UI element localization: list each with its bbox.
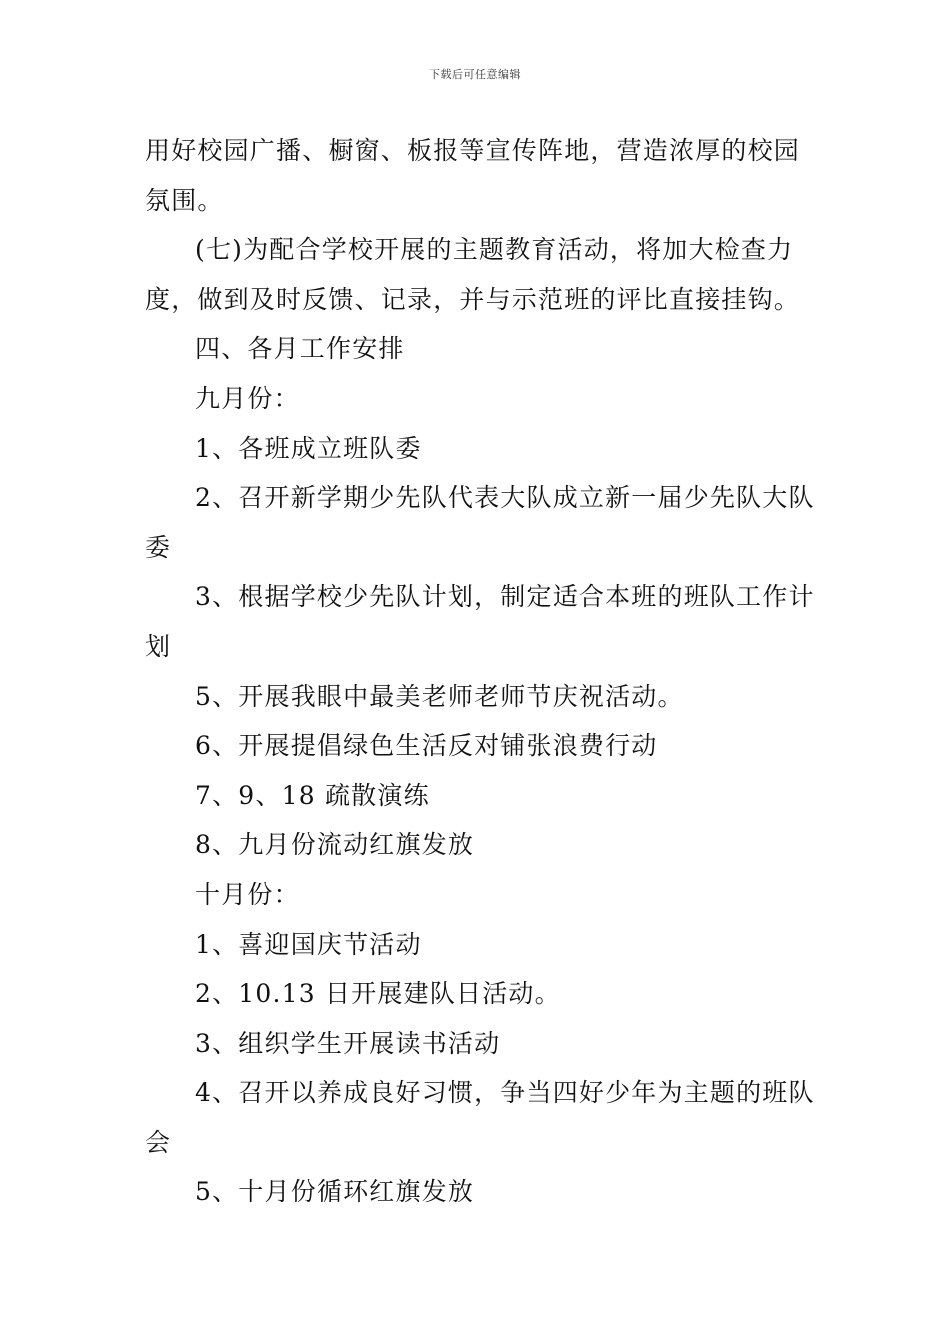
- section-heading: 四、各月工作安排: [195, 334, 405, 364]
- list-item: 5、开展我眼中最美老师老师节庆祝活动。: [195, 681, 684, 711]
- month-heading: 十月份：: [195, 879, 300, 909]
- list-item: 2、10.13 日开展建队日活动。: [195, 979, 561, 1009]
- paragraph-line: 氛围。: [145, 185, 224, 215]
- list-item: 6、开展提倡绿色生活反对铺张浪费行动: [195, 731, 658, 761]
- list-item: 3、组织学生开展读书活动: [195, 1028, 501, 1058]
- paragraph-line: (七)为配合学校开展的主题教育活动，将加大检查力: [195, 235, 794, 265]
- list-item: 5、十月份循环红旗发放: [195, 1177, 475, 1207]
- list-item: 8、九月份流动红旗发放: [195, 830, 475, 860]
- list-item-continuation: 委: [145, 532, 172, 562]
- list-item: 1、各班成立班队委: [195, 433, 422, 463]
- month-heading: 九月份：: [195, 383, 300, 413]
- paragraph-line: 度，做到及时反馈、记录，并与示范班的评比直接挂钩。: [145, 284, 801, 314]
- list-item: 2、召开新学期少先队代表大队成立新一届少先队大队: [195, 483, 815, 513]
- list-item-continuation: 划: [145, 631, 172, 661]
- list-item: 7、9、18 疏散演练: [195, 780, 430, 810]
- document-body: [145, 126, 815, 1217]
- list-item-continuation: 会: [145, 1127, 172, 1157]
- list-item: 1、喜迎国庆节活动: [195, 929, 422, 959]
- paragraph-line: 用好校园广播、橱窗、板报等宣传阵地，营造浓厚的校园: [145, 136, 801, 165]
- header-note: 下载后可任意编辑: [429, 68, 521, 81]
- list-item: 4、召开以养成良好习惯，争当四好少年为主题的班队: [195, 1078, 815, 1108]
- list-item: 3、根据学校少先队计划，制定适合本班的班队工作计: [195, 582, 815, 612]
